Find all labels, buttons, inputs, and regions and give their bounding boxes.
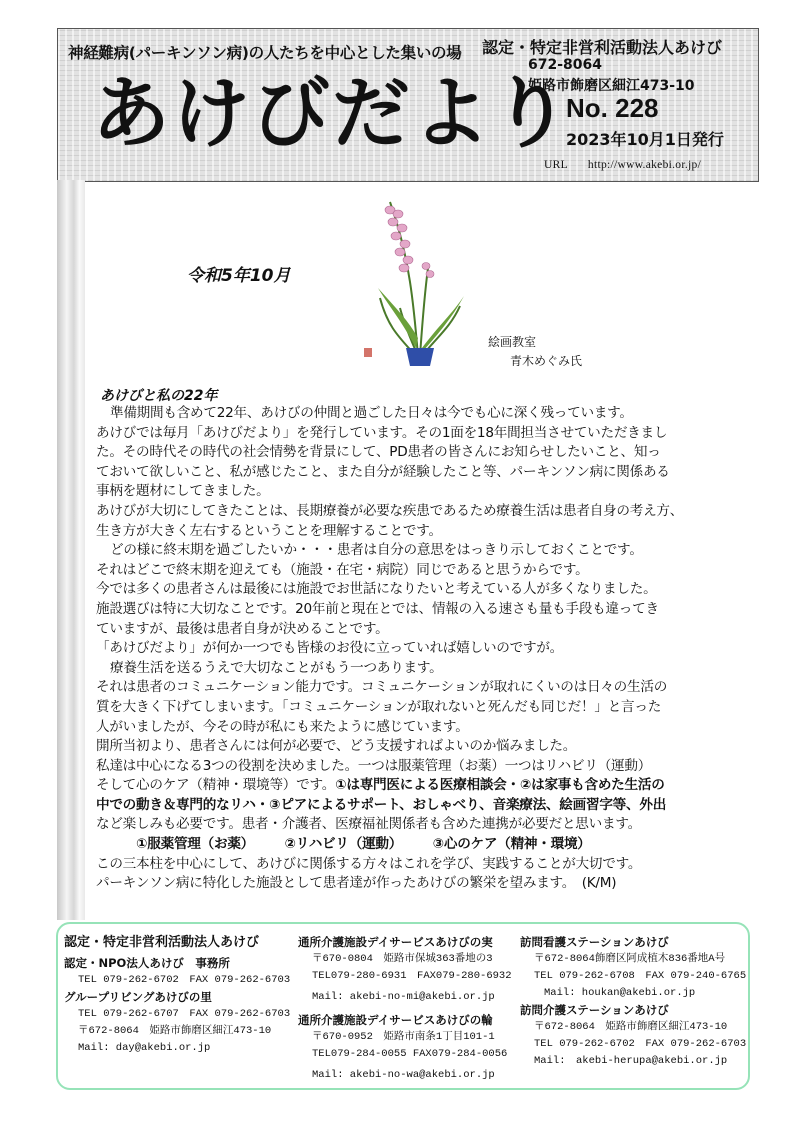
flower-illustration (360, 188, 500, 368)
pillar-mental-care: ③心のケア（精神・環境） (432, 836, 591, 853)
day-service-1-mail[interactable]: Mail: akebi-no-mi@akebi.or.jp (312, 991, 495, 1003)
day-service-2-tel: TEL079-284-0055 FAX079-284-0056 (312, 1048, 508, 1060)
article-line: 準備期間も含めて22年、あけびの仲間と過ごした日々は今でも心に深く残っています。 (110, 405, 633, 421)
article-line: どの様に終末期を過ごしたいか・・・患者は自分の意思をはっきり示しておくことです。 (110, 542, 643, 559)
contact-column-day-services (298, 934, 512, 1084)
article-line: た。その時代その時代の社会情勢を背景にして、PD患者の皆さんにお知らせしたいこと、知っ (96, 444, 661, 461)
article-line: 私達は中心になる3つの役割を決めました。一つは服薬管理（お薬）一つはリハビリ（運動） (96, 757, 652, 774)
article-line: 開所当初より、患者さんには何が必要で、どう支援すればよいのか悩みました。 (96, 738, 577, 755)
article-line: ておいて欲しいこと、私が感じたこと、また自分が経験したこと等、パーキンソン病に関係ある (96, 463, 670, 480)
tagline: 神経難病(パーキンソン病)の人たちを中心とした集いの場 (68, 44, 462, 62)
nursing-station-tel: TEL 079-262-6708 FAX 079-240-6765 (534, 970, 747, 982)
article-line: パーキンソン病に特化した施設として患者達が作ったあけびの繁栄を望みます。 (K/M) (96, 875, 617, 892)
contact-column-visiting-services (520, 934, 746, 1070)
office-tel: TEL 079-262-6702 FAX 079-262-6703 (78, 974, 291, 986)
article-line: この三本柱を中心にして、あけびに関係する方々はこれを学び、実践することが大切です。 (96, 855, 642, 872)
article-line-bold: 中での動き＆専門的なリハ・③ピアによるサポート、おしゃべり、音楽療法、絵画習字等、外出 (96, 796, 667, 813)
article-line: それは患者のコミュニケーション能力です。コミュニケーションが取れにくいのは日々の生活の (96, 679, 668, 696)
article-title: あけびと私の22年 (100, 388, 218, 404)
group-home-name: グループリビングあけびの里 (64, 990, 212, 1004)
illustration-caption-artist: 青木めぐみ氏 (510, 354, 583, 368)
article-line: 事柄を題材にしてきました。 (96, 483, 270, 500)
article-line: 療養生活を送るうえで大切なことがもう一つあります。 (110, 659, 443, 676)
three-pillars (96, 835, 746, 855)
org-heading: 認定・特定非営利活動法人あけび (64, 935, 260, 950)
contact-column-head-office (64, 934, 290, 1057)
day-service-2-name: 通所介護施設デイサービスあけびの輪 (298, 1013, 493, 1027)
group-home-mail[interactable]: Mail: day@akebi.or.jp (78, 1042, 211, 1054)
nursing-station-address: 〒672-8064飾磨区阿成植木836番地A号 (534, 953, 726, 965)
office-name: 認定・NPO法人あけび 事務所 (64, 956, 230, 970)
decorative-paper-strip (57, 180, 85, 920)
group-home-tel: TEL 079-262-6707 FAX 079-262-6703 (78, 1008, 291, 1020)
issue-date: 2023年10月1日発行 (566, 130, 724, 149)
url-label: URL (544, 159, 568, 171)
article-line: 「あけびだより」が何か一つでも皆様のお役に立っていれば嬉しいのですが。 (96, 640, 564, 657)
article-line: など楽しみも必要です。患者・介護者、医療福祉関係者も含めた連携が必要だと思います。 (96, 816, 641, 833)
day-service-1-tel: TEL079-280-6931 FAX079-280-6932 (312, 970, 512, 982)
article-line: それはどこで終末期を迎えても（施設・在宅・病院）同じであると思うからです。 (96, 561, 589, 578)
article-line: あけびが大切にしてきたことは、長期療養が必要な疾患であるため療養生活は患者自身の考え方、 (96, 502, 684, 519)
day-service-2-mail[interactable]: Mail: akebi-no-wa@akebi.or.jp (312, 1069, 495, 1081)
url-link[interactable]: http://www.akebi.or.jp/ (587, 159, 702, 171)
care-station-tel: TEL 079-262-6702 FAX 079-262-6703 (534, 1038, 747, 1050)
article-line: 今では多くの患者さんは最後には施設でお世話になりたいと考えている人が多くなりました。 (96, 581, 657, 598)
illustration-caption-class: 絵画教室 (488, 335, 537, 349)
era-date: 令和5年10月 (187, 266, 291, 286)
care-station-address: 〒672-8064 姫路市飾磨区細江473-10 (534, 1021, 728, 1033)
article-line-bold: ①は専門医による医療相談会・②は家事も含めた生活の (335, 777, 665, 794)
article-line (96, 796, 746, 816)
article-line: 施設選びは特に大切なことです。20年前と現在とでは、情報の入る速さも量も手段も違ってき (96, 600, 659, 617)
issue-number: No. 228 (566, 93, 659, 123)
group-home-address: 〒672-8064 姫路市飾磨区細江473-10 (78, 1025, 272, 1037)
day-service-2-address: 〒670-0952 姫路市南条1丁目101-1 (312, 1031, 495, 1043)
org-zip: 672-8064 (528, 57, 602, 73)
nursing-station-name: 訪問看護ステーションあけび (520, 935, 669, 949)
pillar-rehabilitation: ②リハビリ（運動） (284, 836, 403, 853)
article-line-plain: そして心のケア（精神・環境等）です。 (96, 777, 336, 794)
article-line (96, 776, 746, 796)
article-line: 生き方が大きく左右するということを理解することです。 (96, 522, 442, 539)
care-station-name: 訪問介護ステーションあけび (520, 1003, 669, 1017)
contact-box (56, 922, 750, 1090)
article-line: あけびでは毎月「あけびだより」を発行しています。その1面を18年間担当させていただきまし (96, 424, 668, 441)
nursing-station-mail[interactable]: Mail: houkan@akebi.or.jp (544, 987, 696, 999)
website-url[interactable] (544, 159, 701, 171)
care-station-mail[interactable]: Mail: akebi-herupa@akebi.or.jp (534, 1055, 728, 1067)
article-line: ていますが、最後は患者自身が決めることです。 (96, 620, 389, 637)
org-address: 姫路市飾磨区細江473-10 (528, 78, 695, 94)
article-line: 人がいましたが、今その時が私にも来たように感じています。 (96, 718, 469, 735)
masthead (57, 28, 759, 182)
day-service-1-address: 〒670-0804 姫路市保城363番地の3 (312, 953, 493, 965)
article-line: 質を大きく下げてしまいます。「コミュニケーションが取れないと死んだも同じだ！」と言った (96, 698, 662, 715)
article-body (96, 404, 746, 894)
org-name: 認定・特定非営利活動法人あけび (482, 38, 723, 57)
pillar-medication: ①服薬管理（お薬） (136, 836, 255, 853)
day-service-1-name: 通所介護施設デイサービスあけびの実 (298, 935, 493, 949)
newsletter-title: あけびだより (92, 69, 573, 159)
